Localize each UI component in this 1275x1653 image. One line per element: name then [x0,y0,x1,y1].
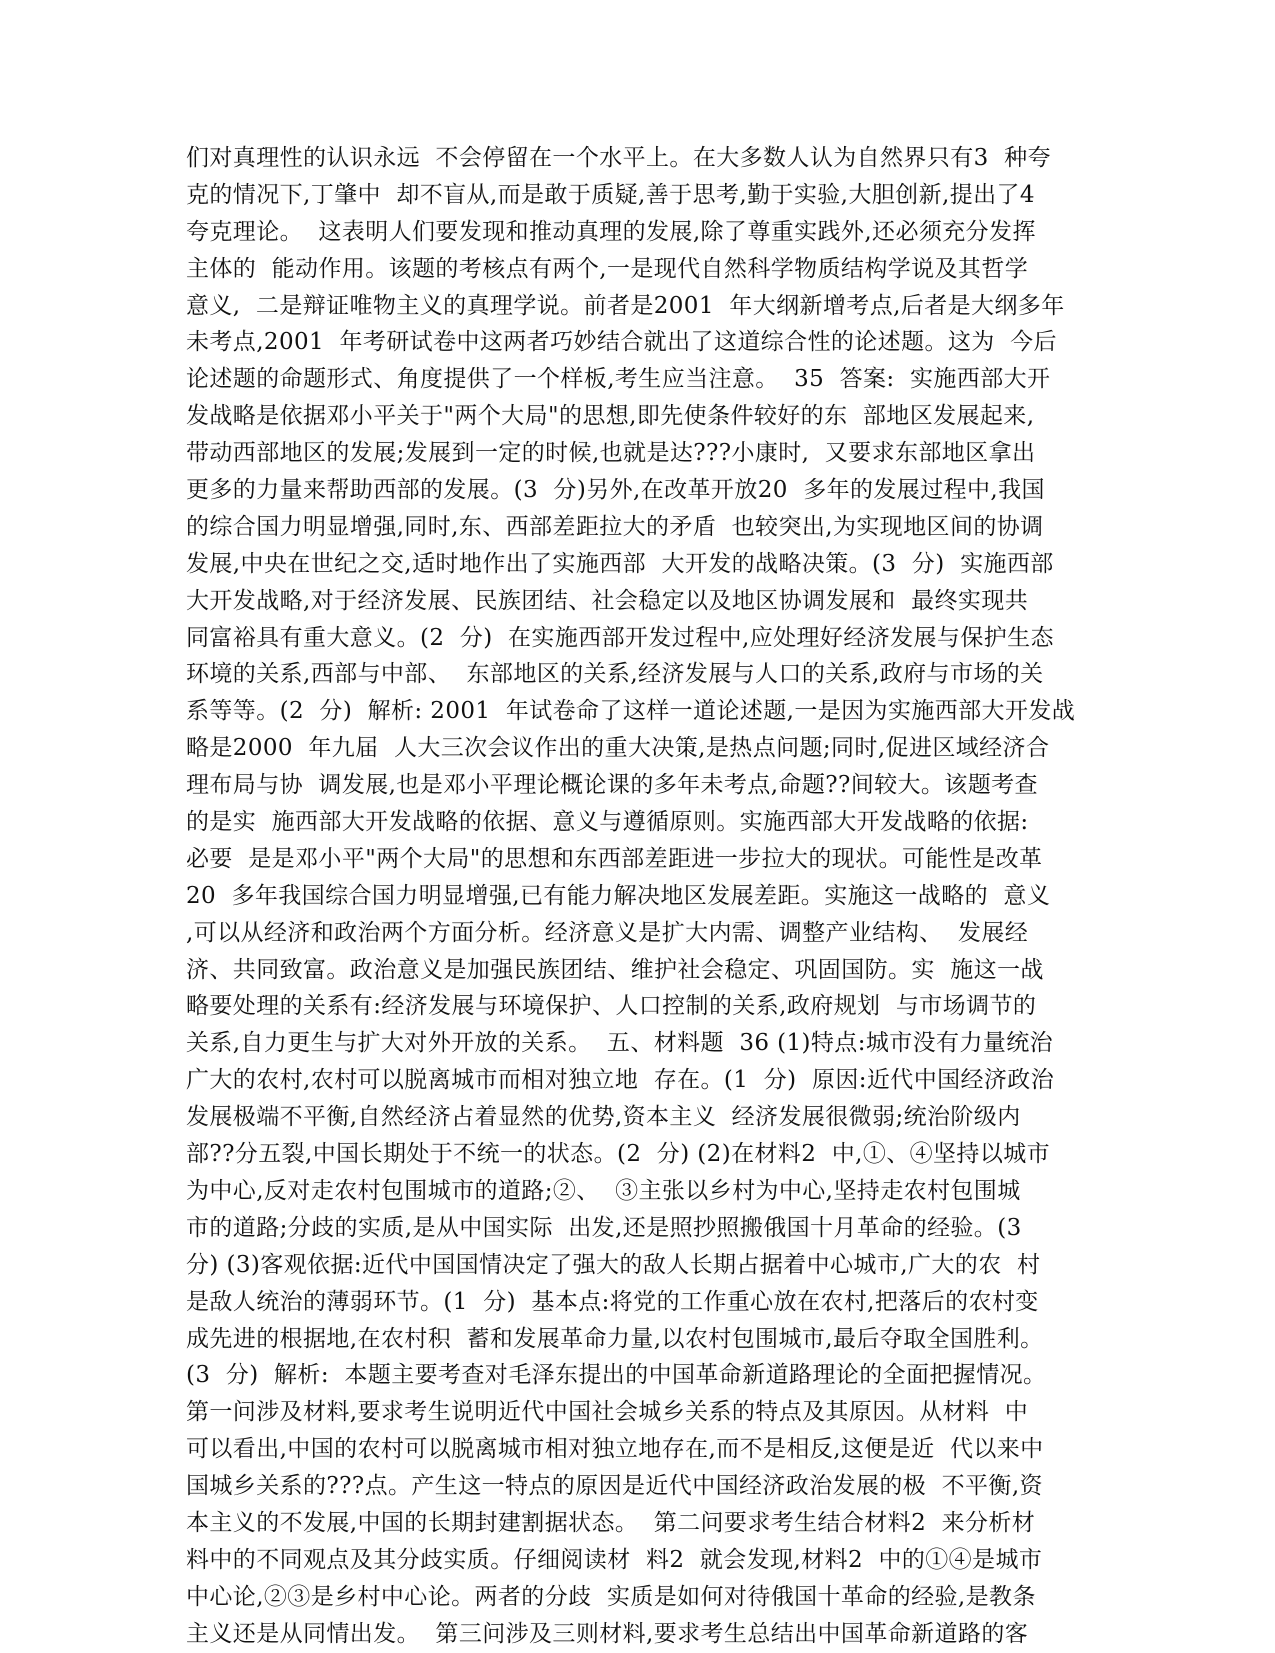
text-line: 必要 是是邓小平"两个大局"的思想和东西部差距进一步拉大的现状。可能性是改革 [186,845,1043,872]
text-line: 理布局与协 调发展,也是邓小平理论概论课的多年未考点,命题??间较大。该题考查 [186,772,1038,799]
text-line: 发战略是依据邓小平关于"两个大局"的思想,即先使条件较好的东 部地区发展起来, [186,403,1035,430]
text-line: 料中的不同观点及其分歧实质。仔细阅读材 料2 就会发现,材料2 中的①④是城市 [186,1546,1043,1573]
text-line: 主体的 能动作用。该题的考核点有两个,一是现代自然科学物质结构学说及其哲学 [186,255,1029,282]
text-line: 部??分五裂,中国长期处于不统一的状态。(2 分) (2)在材料2 中,①、④坚持以城市 [186,1141,1051,1168]
text-line: 为中心,反对走农村包围城市的道路;②、 ③主张以乡村为中心,坚持走农村包围城 [186,1177,1021,1204]
text-line: 意义, 二是辩证唯物主义的真理学说。前者是2001 年大纲新增考点,后者是大纲多年 [186,292,1065,319]
text-line: 带动西部地区的发展;发展到一定的时候,也就是达???小康时, 又要求东部地区拿出 [186,440,1036,467]
text-line: 关系,自力更生与扩大对外开放的关系。 五、材料题 36 (1)特点:城市没有力量统治 [186,1030,1054,1057]
text-line: 可以看出,中国的农村可以脱离城市相对独立地存在,而不是相反,这便是近 代以来中 [186,1436,1044,1463]
text-line: 是敌人统治的薄弱环节。(1 分) 基本点:将党的工作重心放在农村,把落后的农村变 [186,1288,1039,1315]
text-line: 夸克理论。 这表明人们要发现和推动真理的发展,除了尊重实践外,还必须充分发挥 [186,218,1036,245]
text-line: 成先进的根据地,在农村积 蓄和发展革命力量,以农村包围城市,最后夺取全国胜利。 [186,1325,1044,1352]
text-line: 略要处理的关系有:经济发展与环境保护、人口控制的关系,政府规划 与市场调节的 [186,993,1037,1020]
text-line: 中心论,②③是乡村中心论。两者的分歧 实质是如何对待俄国十革命的经验,是教条 [186,1583,1036,1610]
body-text [186,140,1091,1653]
text-line: 市的道路;分歧的实质,是从中国实际 出发,还是照抄照搬俄国十月革命的经验。(3 [186,1214,1022,1241]
text-line: 本主义的不发展,中国的长期封建割据状态。 第二问要求考生结合材料2 来分析材 [186,1509,1036,1536]
text-line: 大开发战略,对于经济发展、民族团结、社会稳定以及地区协调发展和 最终实现共 [186,587,1029,614]
text-line: 广大的农村,农村可以脱离城市而相对独立地 存在。(1 分) 原因:近代中国经济政治 [186,1067,1055,1094]
text-line: 国城乡关系的???点。产生这一特点的原因是近代中国经济政治发展的极 不平衡,资 [186,1473,1043,1500]
text-line: 主义还是从同情出发。 第三问涉及三则材料,要求考生总结出中国革命新道路的客 [186,1620,1029,1647]
text-line: 的综合国力明显增强,同时,东、西部差距拉大的矛盾 也较突出,为实现地区间的协调 [186,513,1044,540]
text-line: (3 分) 解析: 本题主要考查对毛泽东提出的中国革命新道路理论的全面把握情况。 [186,1362,1047,1389]
text-line: 第一问涉及材料,要求考生说明近代中国社会城乡关系的特点及其原因。从材料 中 [186,1399,1029,1426]
text-line: 克的情况下,丁肇中 却不盲从,而是敢于质疑,善于思考,勤于实验,大胆创新,提出了4 [186,181,1035,208]
text-line: 环境的关系,西部与中部、 东部地区的关系,经济发展与人口的关系,政府与市场的关 [186,661,1044,688]
text-line: 的是实 施西部大开发战略的依据、意义与遵循原则。实施西部大开发战略的依据: [186,809,1029,836]
text-line: 论述题的命题形式、角度提供了一个样板,考生应当注意。 35 答案: 实施西部大开 [186,366,1051,393]
text-line: 们对真理性的认识永远 不会停留在一个水平上。在大多数人认为自然界只有3 种夸 [186,145,1051,171]
text-line: 20 多年我国综合国力明显增强,已有能力解决地区发展差距。实施这一战略的 意义 [186,882,1051,909]
text-line: 同富裕具有重大意义。(2 分) 在实施西部开发过程中,应处理好经济发展与保护生态 [186,624,1054,651]
text-line: 略是2000 年九届 人大三次会议作出的重大决策,是热点问题;同时,促进区域经济合 [186,735,1050,762]
text-line: 系等等。(2 分) 解析: 2001 年试卷命了这样一道论述题,一是因为实施西部大开发战 [186,698,1076,725]
text-line: 分) (3)客观依据:近代中国国情决定了强大的敌人长期占据着中心城市,广大的农 村 [186,1251,1041,1278]
text-line: 更多的力量来帮助西部的发展。(3 分)另外,在改革开放20 多年的发展过程中,我国 [186,477,1045,504]
text-line: 未考点,2001 年考研试卷中这两者巧妙结合就出了这道综合性的论述题。这为 今后 [186,329,1057,356]
text-line: ,可以从经济和政治两个方面分析。经济意义是扩大内需、调整产业结构、 发展经 [186,919,1029,946]
text-line: 济、共同致富。政治意义是加强民族团结、维护社会稳定、巩固国防。实 施这一战 [186,956,1044,983]
text-line: 发展极端不平衡,自然经济占着显然的优势,资本主义 经济发展很微弱;统治阶级内 [186,1104,1021,1131]
text-line: 发展,中央在世纪之交,适时地作出了实施西部 大开发的战略决策。(3 分) 实施西部 [186,550,1054,577]
